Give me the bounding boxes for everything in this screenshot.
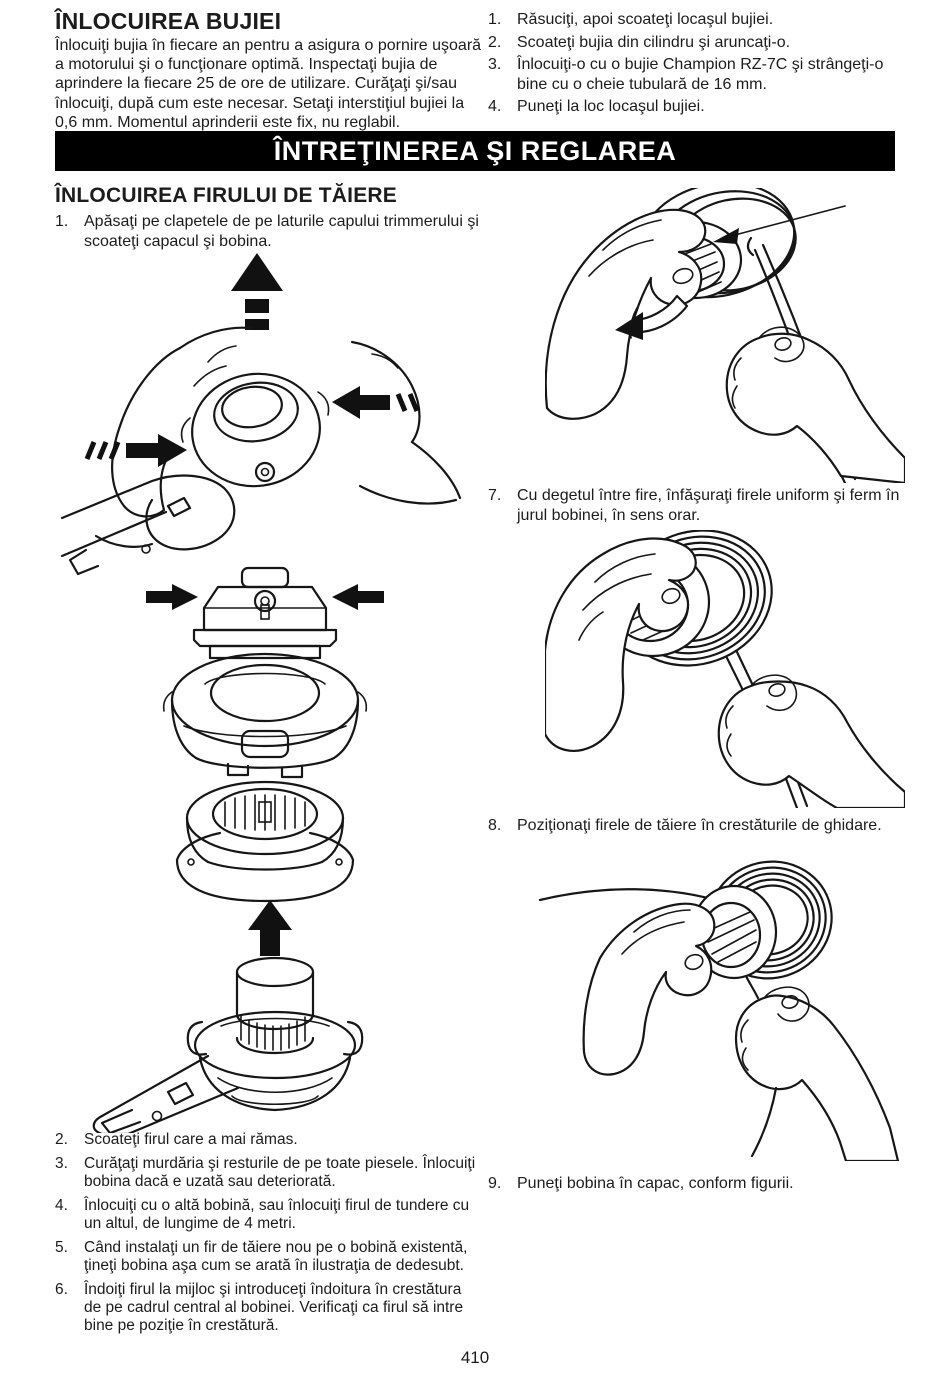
figure-exploded-trimmer-head: [60, 250, 470, 1138]
spark-plug-title: ÎNLOCUIREA BUJIEI: [55, 8, 282, 34]
step-text: Curăţaţi murdăria şi resturile de pe toate piesele. Înlocuiţi bobina dacă e uzată sau deteriorată.: [84, 1154, 476, 1190]
list-item: [55, 1155, 479, 1191]
list-item: [488, 10, 903, 30]
right-hand: [727, 327, 905, 483]
spool-retainer-part: [146, 568, 384, 658]
step-text: Scoateţi firul care a mai rămas.: [84, 1131, 298, 1148]
list-item: [488, 816, 904, 836]
list-item: [55, 1281, 479, 1335]
spark-plug-body: Înlocuiţi bujia în fiecare an pentru a asigura o pornire uşoară a motorului şi o funcţionare optimă. Inspectaţi bujia de aprindere la fiecare 25 de ore de utilizare. Curăţaţi şi/sau înlocuiţi, după cum este necesar. Setaţi interstiţiul bujiei la 0,6 mm. Momentul aprinderii este fix, nu reglabil.: [55, 37, 482, 131]
figure-wind-line-svg: [545, 530, 905, 808]
section-banner: [55, 131, 895, 171]
line-replacement-title: ÎNLOCUIREA FIRULUI DE TĂIERE: [55, 184, 397, 207]
line-step-7: [488, 486, 904, 528]
list-item: [55, 1239, 479, 1275]
line-step-9: [488, 1174, 904, 1197]
step-number: 4.: [488, 98, 502, 116]
step-text: Puneţi la loc locaşul bujiei.: [517, 98, 705, 116]
dashed-up-arrow-icon: [231, 253, 283, 330]
step-number: 5.: [55, 1238, 68, 1256]
list-item: [488, 486, 904, 525]
step-number: 7.: [488, 487, 502, 504]
section-banner-title: ÎNTREŢINEREA ŞI REGLAREA: [273, 135, 677, 166]
list-item: [488, 55, 903, 94]
notch-callout-arrow-icon: [713, 206, 845, 244]
list-item: [488, 1174, 904, 1194]
figure-insert-line-into-notch: [545, 188, 905, 488]
cutting-line: [746, 976, 758, 998]
list-item: [488, 33, 903, 53]
page-number: 410: [460, 1348, 490, 1367]
spool-part: [177, 782, 353, 901]
figure-wind-line-around-spool: [545, 530, 905, 813]
step-text: Puneţi bobina în capac, conform figurii.: [517, 1175, 794, 1192]
step-text: Îndoiţi firul la mijloc şi introduceţi îndoitura în crestătura de pe cadrul central al bobinei. Verificaţi ca firul să intre bine pe poziţie în crestătură.: [84, 1280, 464, 1334]
step-number: 1.: [488, 11, 502, 28]
right-hand: [719, 675, 905, 808]
list-item: [55, 1197, 479, 1233]
hands-removing-cap: [112, 328, 460, 517]
figure-guide-notches-svg: [538, 858, 908, 1161]
step-number: 9.: [488, 1175, 502, 1192]
left-hand: [546, 210, 705, 419]
list-item: [55, 212, 479, 251]
step-text: Scoateţi bujia din cilindru şi aruncaţi-o.: [517, 33, 791, 51]
line-step-8: [488, 816, 904, 839]
step-text: Înlocuiţi cu o altă bobină, sau înlocuiţi firul de tundere cu un altul, de lungime de 4 metri.: [84, 1196, 470, 1232]
left-hand: [584, 904, 715, 1075]
figure-lines-in-guide-notches: [538, 858, 908, 1166]
list-item: [488, 97, 903, 117]
figure-insert-line-svg: [545, 188, 905, 483]
line-steps-1: [55, 212, 479, 254]
cutting-line: [752, 1088, 776, 1156]
step-number: 1.: [55, 213, 69, 230]
step-text: Când instalaţi un fir de tăiere nou pe o bobină existentă, ţineţi bobina aşa cum se arată în ilustraţia de dedesubt.: [84, 1238, 468, 1274]
cutting-line: [540, 889, 708, 900]
step-number: 3.: [55, 1154, 68, 1172]
step-number: 3.: [488, 56, 502, 74]
step-text: Cu degetul între fire, înfăşuraţi firele uniform şi ferm în jurul bobinei, în sens orar.: [517, 487, 900, 524]
step-number: 6.: [55, 1280, 68, 1298]
step-text: Poziţionaţi firele de tăiere în crestăturile de ghidare.: [517, 817, 882, 834]
trimmer-shaft-upper: [62, 476, 234, 574]
step-number: 8.: [488, 817, 502, 834]
figure-exploded-trimmer-head-svg: [60, 250, 470, 1133]
step-text: Răsuciţi, apoi scoateţi locaşul bujiei.: [517, 11, 774, 28]
step-number: 2.: [55, 1131, 68, 1148]
trimmer-head-base: [94, 958, 362, 1133]
trimmer-head-cover: [164, 654, 367, 777]
step-number: 2.: [488, 33, 502, 51]
list-item: [55, 1131, 479, 1149]
right-hand: [736, 987, 898, 1161]
step-text: Apăsaţi pe clapetele de pe laturile capului trimmerului şi scoateţi capacul şi bobina.: [84, 213, 479, 250]
spark-plug-steps: [488, 10, 903, 120]
step-number: 4.: [55, 1196, 68, 1214]
step-text: Înlocuiţi-o cu o bujie Champion RZ-7C şi strângeţi-o bine cu o cheie tubulară de 16 mm.: [517, 56, 884, 93]
line-steps-2-6: [55, 1131, 479, 1341]
solid-up-arrow-icon: [248, 900, 292, 956]
